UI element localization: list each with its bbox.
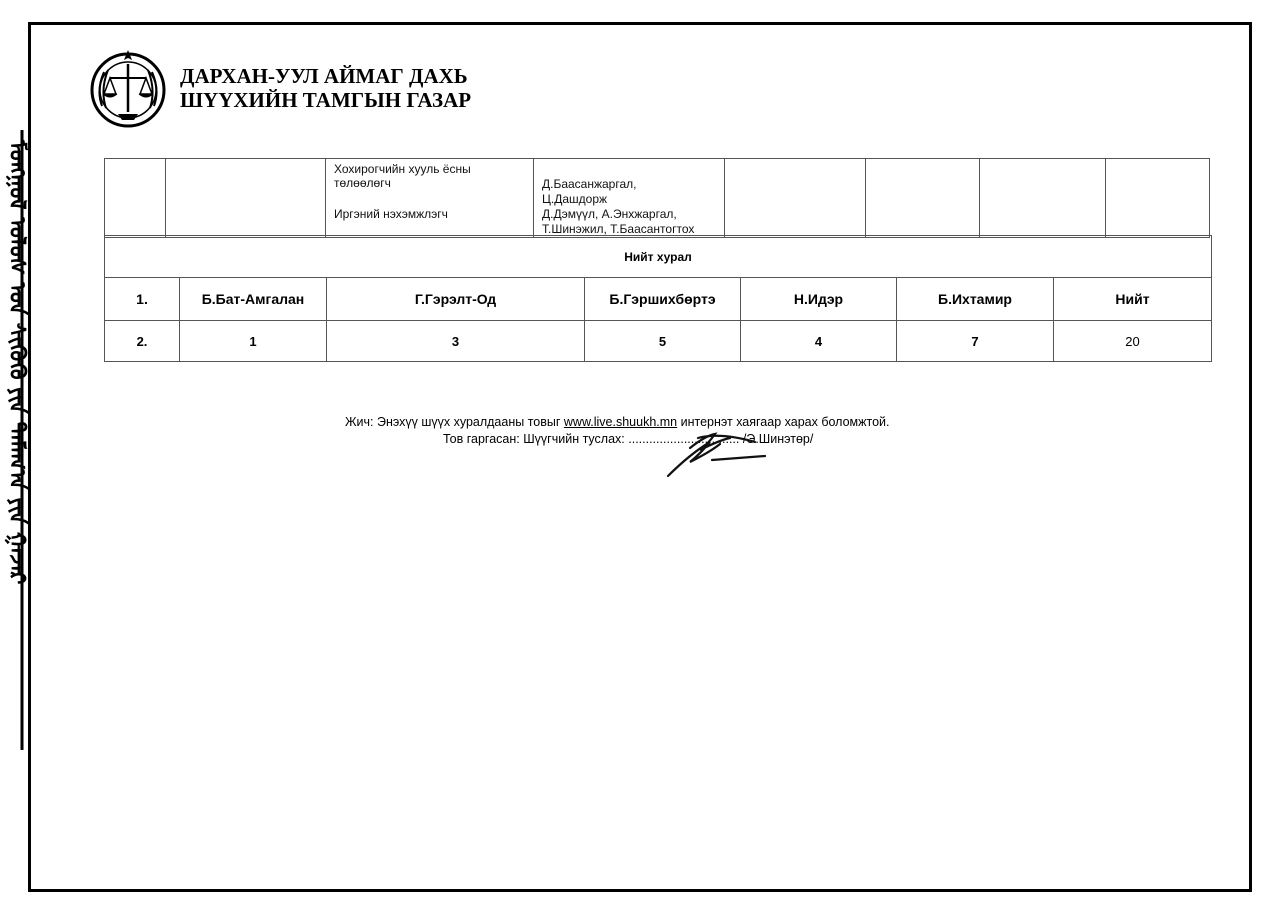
svg-text:ᠮᠣᠩᠭᠣᠯ ᠤᠯᠤᠰ ᠤᠨ ᠰᠢᠭᠦᠬᠦ ᠶᠢᠨ ᠲᠠᠮᠠ: ᠮᠣᠩᠭᠣᠯ ᠤᠯᠤᠰ ᠤᠨ ᠰᠢᠭᠦᠬᠦ ᠶᠢᠨ ᠲᠠᠮᠠᠭ᠎ᠠ ᠶᠢᠨ ᠭᠠᠵᠠᠷ (4, 140, 29, 585)
role-victim-rep-2: төлөөлөгч (334, 176, 391, 190)
table-divider (165, 159, 166, 237)
table-row (105, 278, 1212, 321)
table-cell: Н.Идэр (741, 278, 897, 321)
summary-table (104, 235, 1212, 362)
table-cell: Б.Ихтамир (897, 278, 1054, 321)
table-divider (325, 159, 326, 237)
table-divider (865, 159, 866, 237)
table-divider (533, 159, 534, 237)
prepared-label: Тов гаргасан: Шүүгчийн туслах: (443, 432, 629, 446)
table-row (105, 321, 1212, 362)
table-cell-total: 20 (1054, 321, 1212, 362)
organization-title (180, 64, 471, 112)
signature-icon (660, 424, 770, 482)
table-divider (979, 159, 980, 237)
summary-title: Нийт хурал (105, 236, 1212, 278)
court-emblem-icon (88, 46, 168, 130)
plaintiff-name: Ц.Дашдорж (542, 192, 608, 206)
table-cell: Б.Гэршихбөртэ (585, 278, 741, 321)
prepared-name: /Э.Шинэтөр/ (739, 432, 814, 446)
organization-line-2: ШҮҮХИЙН ТАМГЫН ГАЗАР (180, 88, 472, 112)
table-cell: Нийт (1054, 278, 1212, 321)
page-frame (28, 22, 1252, 892)
footer-note (345, 415, 890, 429)
schedule-link[interactable]: www.live.shuukh.mn (563, 415, 678, 429)
plaintiff-name: Т.Шинэжил, Т.Баасантогтох (542, 222, 695, 236)
table-cell: 7 (897, 321, 1054, 362)
table-cell: Б.Бат-Амгалан (180, 278, 327, 321)
table-cell: Г.Гэрэлт-Од (327, 278, 585, 321)
table-cell: 3 (327, 321, 585, 362)
table-cell: 5 (585, 321, 741, 362)
plaintiff-name: Д.Дэмүүл, А.Энхжаргал, (542, 207, 677, 221)
table-divider (724, 159, 725, 237)
note-prefix: Жич: Энэхүү шүүх хуралдааны товыг (345, 415, 564, 429)
role-civil-plaintiff: Иргэний нэхэмжлэгч (334, 207, 448, 221)
table-cell: 1 (180, 321, 327, 362)
table-divider (1105, 159, 1106, 237)
plaintiff-name: Д.Баасанжаргал, (542, 177, 637, 191)
organization-line-1: ДАРХАН-УУЛ АЙМАГ ДАХЬ (180, 64, 468, 88)
signature-dots: ................................ (628, 432, 740, 446)
note-suffix: интернэт хаягаар харах боломжтой. (677, 415, 890, 429)
case-row-table (104, 158, 1210, 238)
table-cell: 4 (741, 321, 897, 362)
role-victim-rep: Хохирогчийн хууль ёсны (334, 162, 471, 176)
table-cell: 1. (105, 278, 180, 321)
mongolian-script-margin (0, 130, 44, 750)
table-cell: 2. (105, 321, 180, 362)
